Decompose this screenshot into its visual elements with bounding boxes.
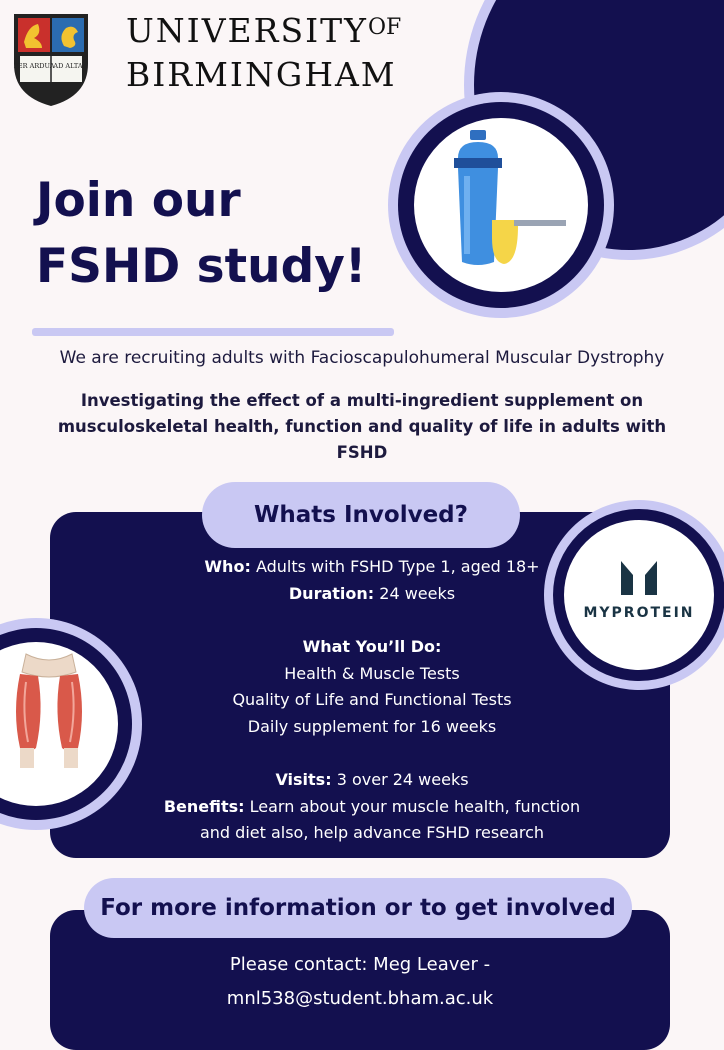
visits-value: 3 over 24 weeks <box>336 770 469 789</box>
contact-email[interactable]: mnl538@student.bham.ac.uk <box>226 988 494 1009</box>
benefits-row <box>120 794 624 821</box>
crest-motto-right: AD ALTA <box>53 62 83 70</box>
university-of: OF <box>367 15 402 40</box>
duration-value: 24 weeks <box>379 583 456 603</box>
recruiting-statement: We are recruiting adults with Facioscapulohumeral Muscular Dystrophy <box>59 348 665 368</box>
activity-item: Daily supplement for 16 weeks <box>247 716 497 736</box>
involved-heading: Whats Involved? <box>202 482 520 548</box>
subtitle-line-2: musculoskeletal health, function and quality of life in adults with <box>57 417 667 436</box>
crest-motto-left: PER ARDUA <box>13 62 55 70</box>
university-wordmark <box>126 6 401 97</box>
myprotein-logo-icon <box>619 561 659 595</box>
activity-item: Quality of Life and Functional Tests <box>232 690 512 709</box>
sponsor-circle <box>564 520 714 670</box>
protein-shaker-icon <box>448 128 568 278</box>
activity-item: Health & Muscle Tests <box>284 663 460 683</box>
visits-label: Visits: <box>275 770 332 789</box>
benefits-label: Benefits: <box>163 796 245 816</box>
benefits-value-line-1: Learn about your muscle health, function <box>249 796 581 816</box>
university-crest-icon <box>12 12 90 108</box>
activities-heading: What You’ll Do: <box>302 637 442 656</box>
sponsor-name: MYPROTEIN <box>583 605 695 621</box>
contact-heading: For more information or to get involved <box>84 878 632 938</box>
university-line-2: BIRMINGHAM <box>126 55 397 94</box>
who-value: Adults with FSHD Type 1, aged 18+ <box>255 557 540 576</box>
title-divider <box>32 328 394 336</box>
headline-line-1: Join our <box>36 173 241 228</box>
duration-label: Duration: <box>288 583 375 603</box>
contact-details <box>50 948 670 1016</box>
university-line-1: UNIVERSITY <box>126 11 368 50</box>
visits-row <box>120 767 624 794</box>
subtitle-line-3: FSHD <box>336 443 388 462</box>
study-subtitle <box>50 388 674 466</box>
contact-name: Please contact: Meg Leaver - <box>229 954 491 975</box>
subtitle-line-1: Investigating the effect of a multi-ingredient supplement on <box>80 391 644 410</box>
headline <box>36 168 366 300</box>
who-label: Who: <box>204 557 251 576</box>
benefits-value-line-2: and diet also, help advance FSHD research <box>199 823 545 842</box>
thigh-muscles-icon <box>6 652 92 770</box>
headline-line-2: FSHD study! <box>36 239 367 294</box>
